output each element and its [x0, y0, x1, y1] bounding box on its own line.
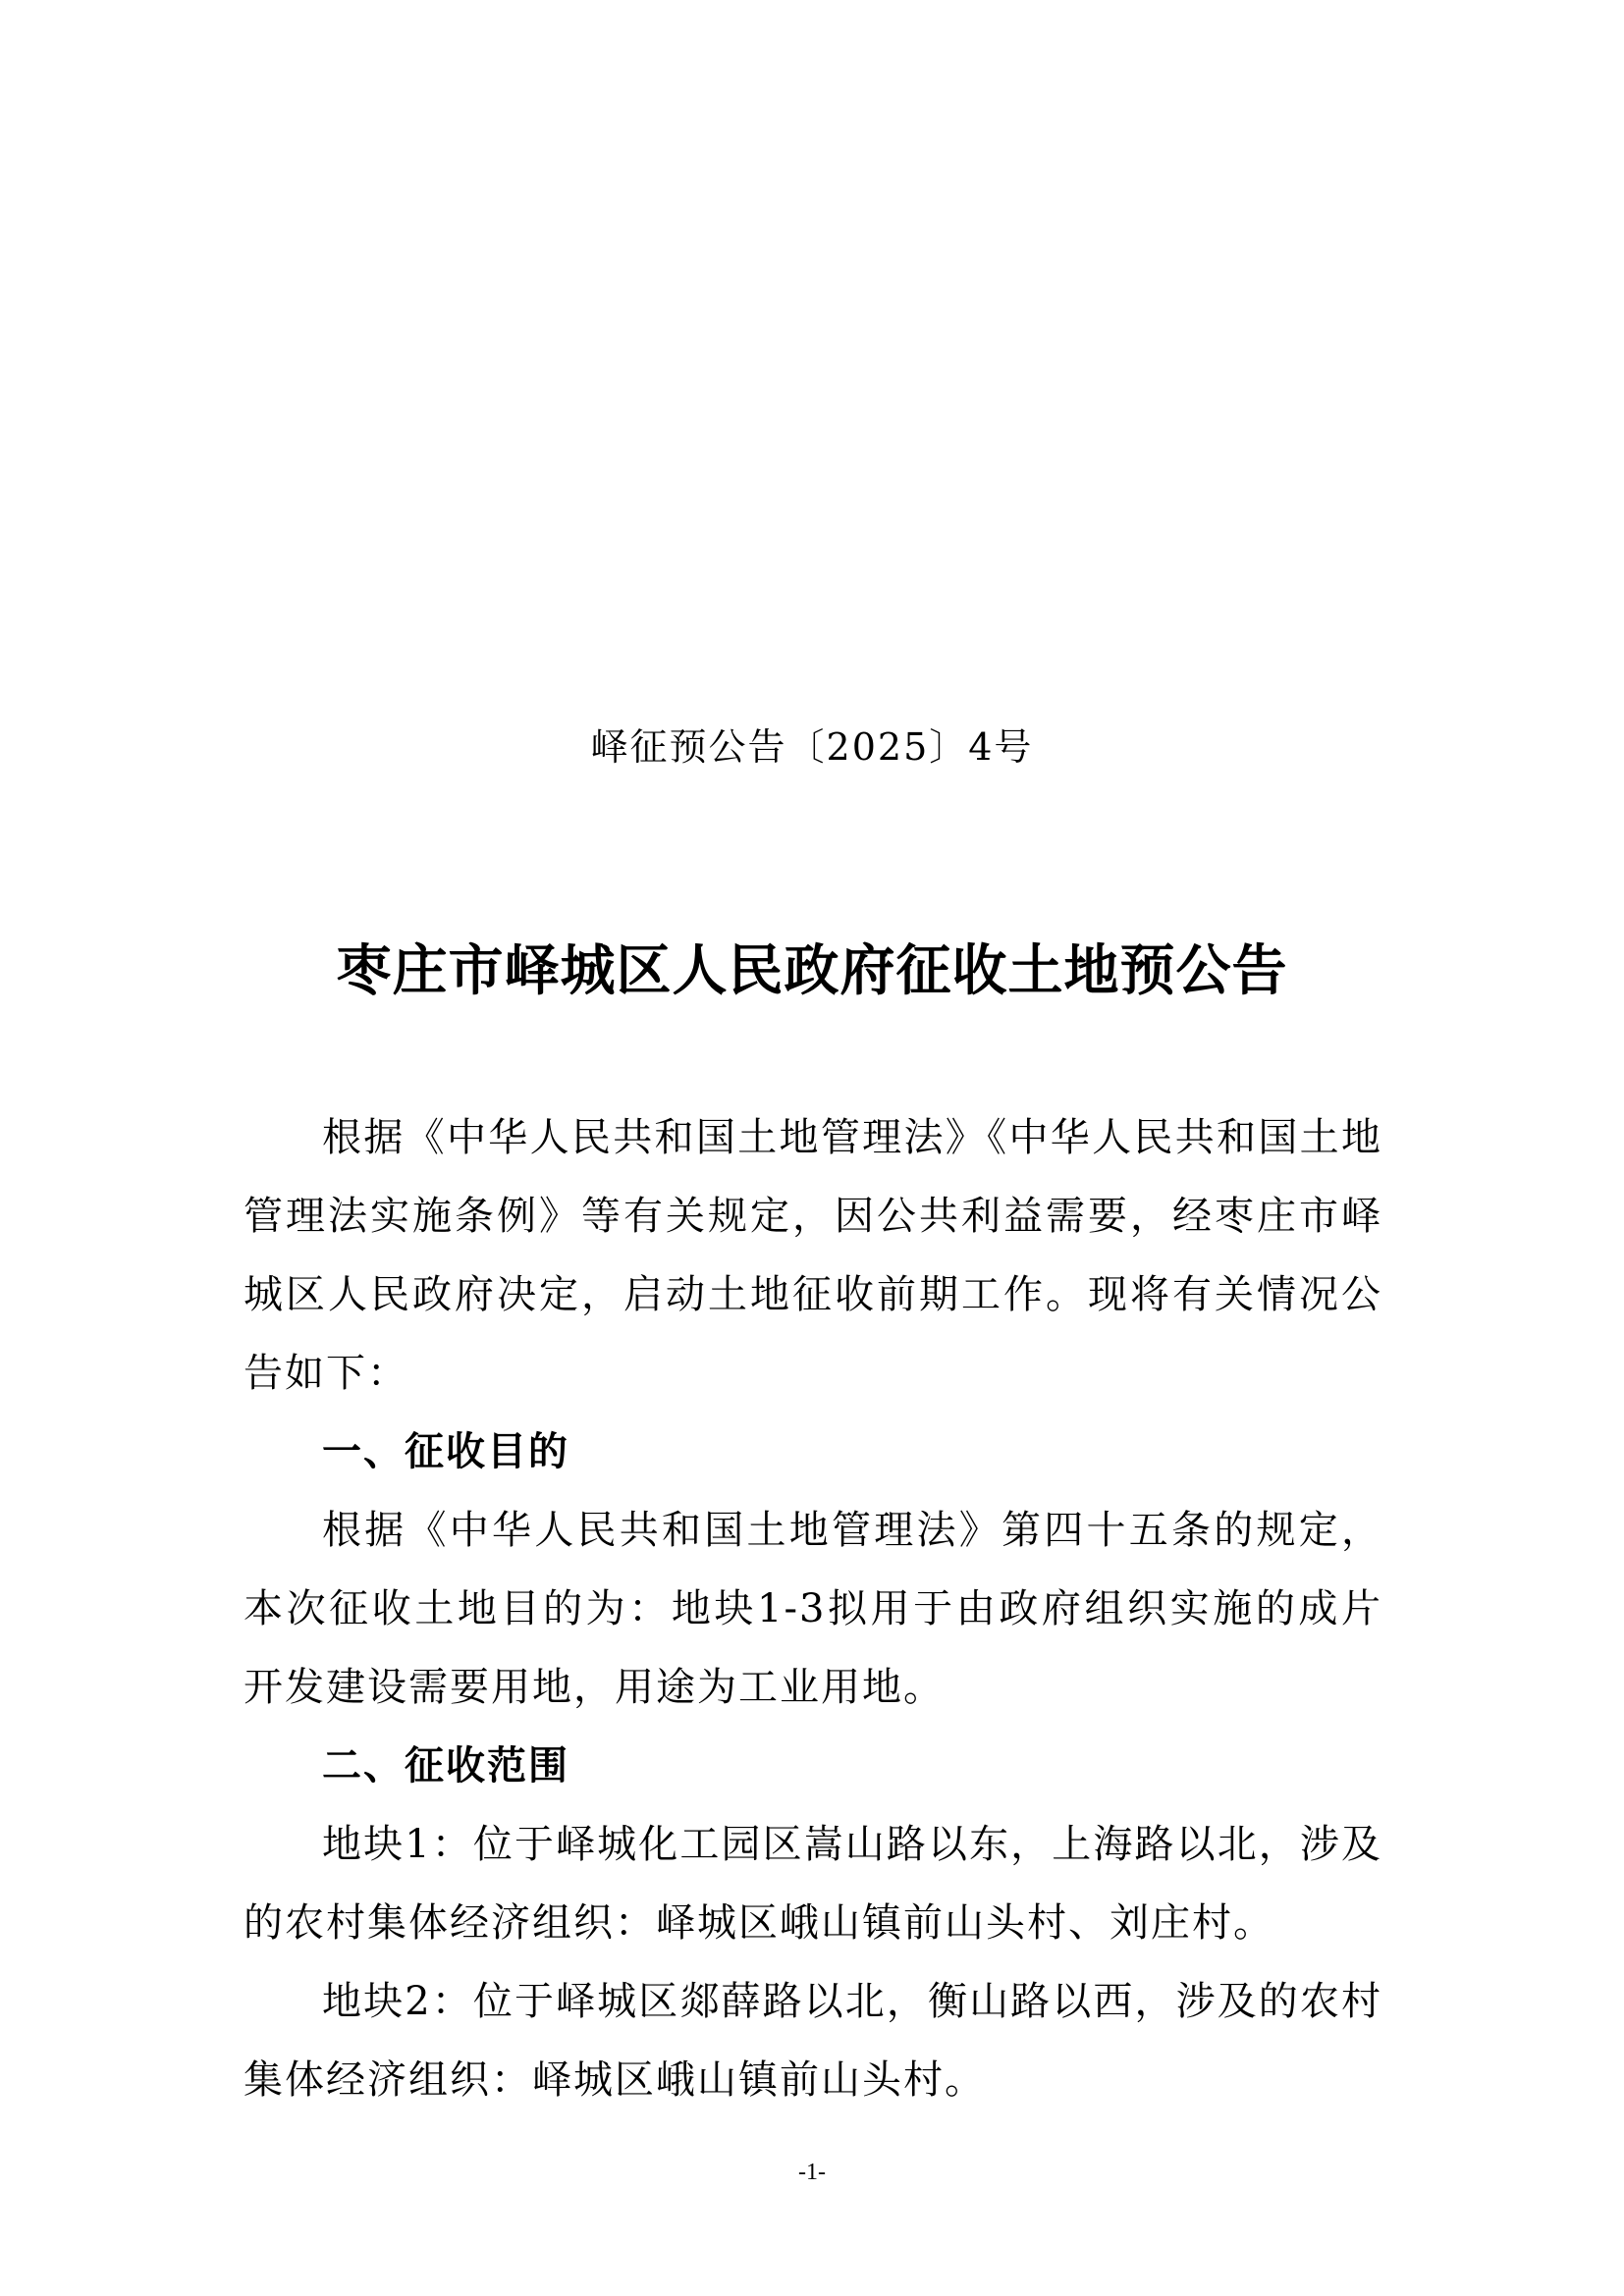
document-body [244, 1098, 1382, 2119]
scope-paragraph-plot-1: 地块1：位于峄城化工园区嵩山路以东，上海路以北，涉及的农村集体经济组织：峄城区峨山镇前山头村、刘庄村。 [244, 1822, 1382, 1946]
scope-paragraph-plot-2: 地块2：位于峄城区郯薛路以北，衡山路以西，涉及的农村集体经济组织：峄城区峨山镇前山头村。 [244, 1979, 1382, 2103]
document-number: 峄征预公告〔2025〕4号 [590, 725, 1034, 769]
section-heading-purpose: 一、征收目的 [322, 1429, 569, 1474]
section-heading-scope: 二、征收范围 [322, 1743, 569, 1789]
purpose-paragraph: 根据《中华人民共和国土地管理法》第四十五条的规定，本次征收土地目的为：地块1-3拟用于由政府组织实施的成片开发建设需要用地，用途为工业用地。 [244, 1508, 1382, 1710]
document-title: 枣庄市峄城区人民政府征收土地预公告 [336, 939, 1288, 1003]
intro-paragraph: 根据《中华人民共和国土地管理法》《中华人民共和国土地管理法实施条例》等有关规定，因公共利益需要，经枣庄市峄城区人民政府决定，启动土地征收前期工作。现将有关情况公告如下： [244, 1115, 1382, 1396]
page-number: -1- [798, 2160, 826, 2185]
